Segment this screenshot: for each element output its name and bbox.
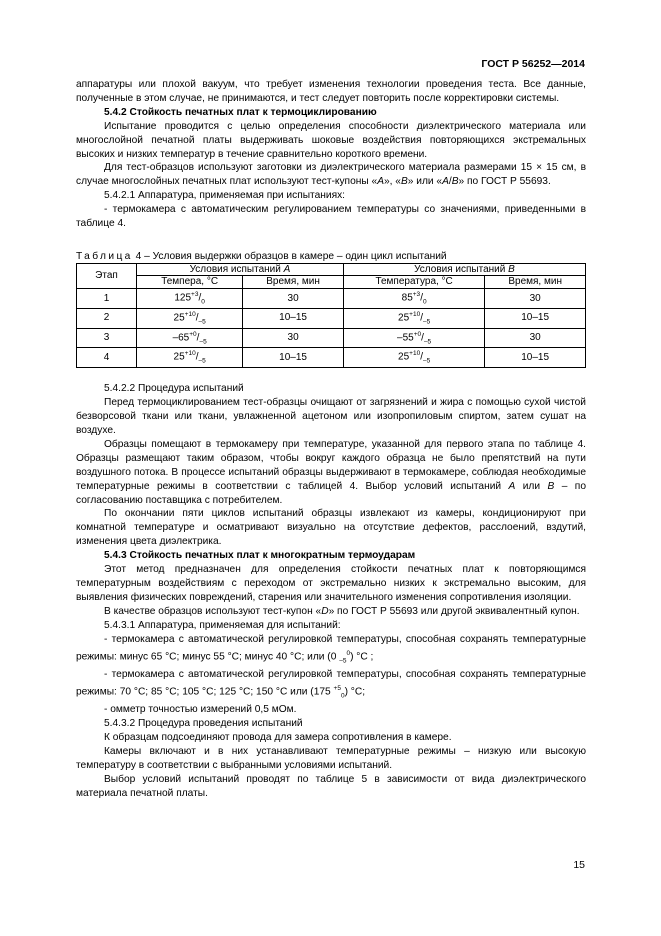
cell-stage: 3 bbox=[77, 328, 137, 348]
header-time-a: Время, мин bbox=[243, 276, 344, 289]
subsection-5-4-3-1: 5.4.3.1 Аппаратура, применяемая для испытаний: bbox=[104, 619, 341, 631]
cell-stage: 2 bbox=[77, 308, 137, 328]
header-temp-b: Температура, °С bbox=[343, 276, 484, 289]
cell-time-b: 10–15 bbox=[485, 348, 586, 368]
cell-time-b: 10–15 bbox=[485, 308, 586, 328]
cell-time-a: 10–15 bbox=[243, 348, 344, 368]
cell-stage: 4 bbox=[77, 348, 137, 368]
subsection-5-4-2-1: 5.4.2.1 Аппаратура, применяемая при испытаниях: bbox=[104, 190, 346, 202]
cell-time-a: 30 bbox=[243, 328, 344, 348]
document-body bbox=[76, 78, 586, 800]
paragraph: Выбор условий испытаний проводят по таблице 5 в зависимости от вида диэлектрического материала печатной платы. bbox=[76, 773, 586, 799]
cell-time-b: 30 bbox=[485, 328, 586, 348]
cell-time-a: 10–15 bbox=[243, 308, 344, 328]
paragraph-test-samples: Для тест-образцов используют заготовки из диэлектрического материала размерами 15 × 15 см, в случае многослойных печатных плат используют тест-купоны «А», «В» или «А/В» по ГОСТ Р 55693. bbox=[76, 162, 586, 188]
header-conditions-b: Условия испытаний В bbox=[343, 263, 585, 276]
header-temp-a: Темпера, °С bbox=[137, 276, 243, 289]
cell-temp-b: $85^{+3}/_0$ bbox=[343, 288, 484, 308]
list-item: - термокамера с автоматическим регулированием температуры со значениями, приведенными в таблице 4. bbox=[76, 204, 586, 230]
cell-time-a: 30 bbox=[243, 288, 344, 308]
cell-temp-b: $-55^{+0}/_{-5}$ bbox=[343, 328, 484, 348]
table-caption: Таблица 4 – Условия выдержки образцов в камере – один цикл испытаний bbox=[76, 250, 447, 262]
paragraph: Перед термоциклированием тест-образцы очищают от загрязнений и жира с помощью сухой чистой безворсовой ткани или ткани, увлажненной ацетоном или изопропиловым спиртом, затем сушат на воздухе. bbox=[76, 397, 586, 436]
paragraph: аппаратуры или плохой вакуум, что требует изменения технологии проведения теста. Все данные, полученные в этом случае, не принимаются, и тест следует повторить после корректировки системы. bbox=[76, 79, 586, 104]
subsection-5-4-2-2: 5.4.2.2 Процедура испытаний bbox=[104, 383, 244, 395]
header-time-b: Время, мин bbox=[485, 276, 586, 289]
paragraph-placement: Образцы помещают в термокамеру при температуре, указанной для первого этапа по таблице 4. Образцы размещают таким образом, чтобы вокруг каждого образца не было препятствий на пути воздушного потока. В процессе испытаний образцы выдерживают в термокамере, соблюдая необходимые температурные режимы в соответствии с таблицей 4. Выбор условий испытаний А или В – по согласованию поставщика с потребителем. bbox=[76, 438, 586, 506]
cell-temp-a: $25^{+10}/_{-5}$ bbox=[137, 348, 243, 368]
cell-temp-b: $25^{+10}/_{-5}$ bbox=[343, 348, 484, 368]
header-stage: Этап bbox=[77, 263, 137, 288]
paragraph: По окончании пяти циклов испытаний образцы извлекают из камеры, кондиционируют при комнатной температуре и осматривают визуально на отсутствие дефектов, расслоений, вздутий, изменения цвета диэлектрика. bbox=[76, 508, 586, 548]
paragraph: К образцам подсоединяют провода для замера сопротивления в камере. bbox=[104, 731, 452, 743]
document-id-header: ГОСТ Р 56252—2014 bbox=[481, 58, 585, 70]
list-item: - термокамера с автоматической регулировкой температуры, способная сохранять температурные режимы: минус 65 °С; минус 55 °С; минус 40 °С; или (0 $_{-5}^0$) °С ; bbox=[76, 633, 586, 664]
paragraph: Испытание проводится с целью определения способности диэлектрического материала или многослойной печатной платы выдерживать шоковые воздействия повторяющихся экстремальных высоких и низких температур в течение сравнительно короткого времени. bbox=[76, 120, 586, 160]
paragraph: Камеры включают и в них устанавливают температурные режимы – низкую или высокую температуру в соответствии с выбранными условиями испытаний. bbox=[76, 745, 586, 771]
section-heading-5-4-2: 5.4.2 Стойкость печатных плат к термоциклированию bbox=[104, 106, 377, 118]
header-conditions-a: Условия испытаний А bbox=[137, 263, 344, 276]
cell-temp-a: $-65^{+0}/_{-5}$ bbox=[137, 328, 243, 348]
cell-stage: 1 bbox=[77, 288, 137, 308]
paragraph: Этот метод предназначен для определения стойкости печатных плат к повторяющимся температурным воздействиям с переходом от экстремально низких к экстремально высоким, для выявления физических повреждений, старения или значительного изменения сопротивления изоляции. bbox=[76, 564, 586, 603]
cell-temp-a: $25^{+10}/_{-5}$ bbox=[137, 308, 243, 328]
subsection-5-4-3-2: 5.4.3.2 Процедура проведения испытаний bbox=[104, 717, 303, 729]
table-row bbox=[77, 348, 586, 368]
list-item: - омметр точностью измерений 0,5 мОм. bbox=[104, 704, 297, 716]
table-row bbox=[77, 288, 586, 308]
cell-temp-b: $25^{+10}/_{-5}$ bbox=[343, 308, 484, 328]
section-heading-5-4-3: 5.4.3 Стойкость печатных плат к многократным термоударам bbox=[104, 550, 416, 562]
table-row bbox=[77, 328, 586, 348]
conditions-table bbox=[76, 263, 586, 368]
page-number: 15 bbox=[573, 859, 585, 871]
list-item: - термокамера с автоматической регулировкой температуры, способная сохранять температурные режимы: 70 °С; 85 °С; 105 °С; 125 °С; 150 °С или (175 $^{+5}_0$) °С; bbox=[76, 668, 586, 700]
cell-temp-a: $125^{+3}/_0$ bbox=[137, 288, 243, 308]
cell-time-b: 30 bbox=[485, 288, 586, 308]
paragraph-samples: В качестве образцов используют тест-купон «D» по ГОСТ Р 55693 или другой эквивалентный купон. bbox=[104, 605, 580, 617]
table-row bbox=[77, 308, 586, 328]
